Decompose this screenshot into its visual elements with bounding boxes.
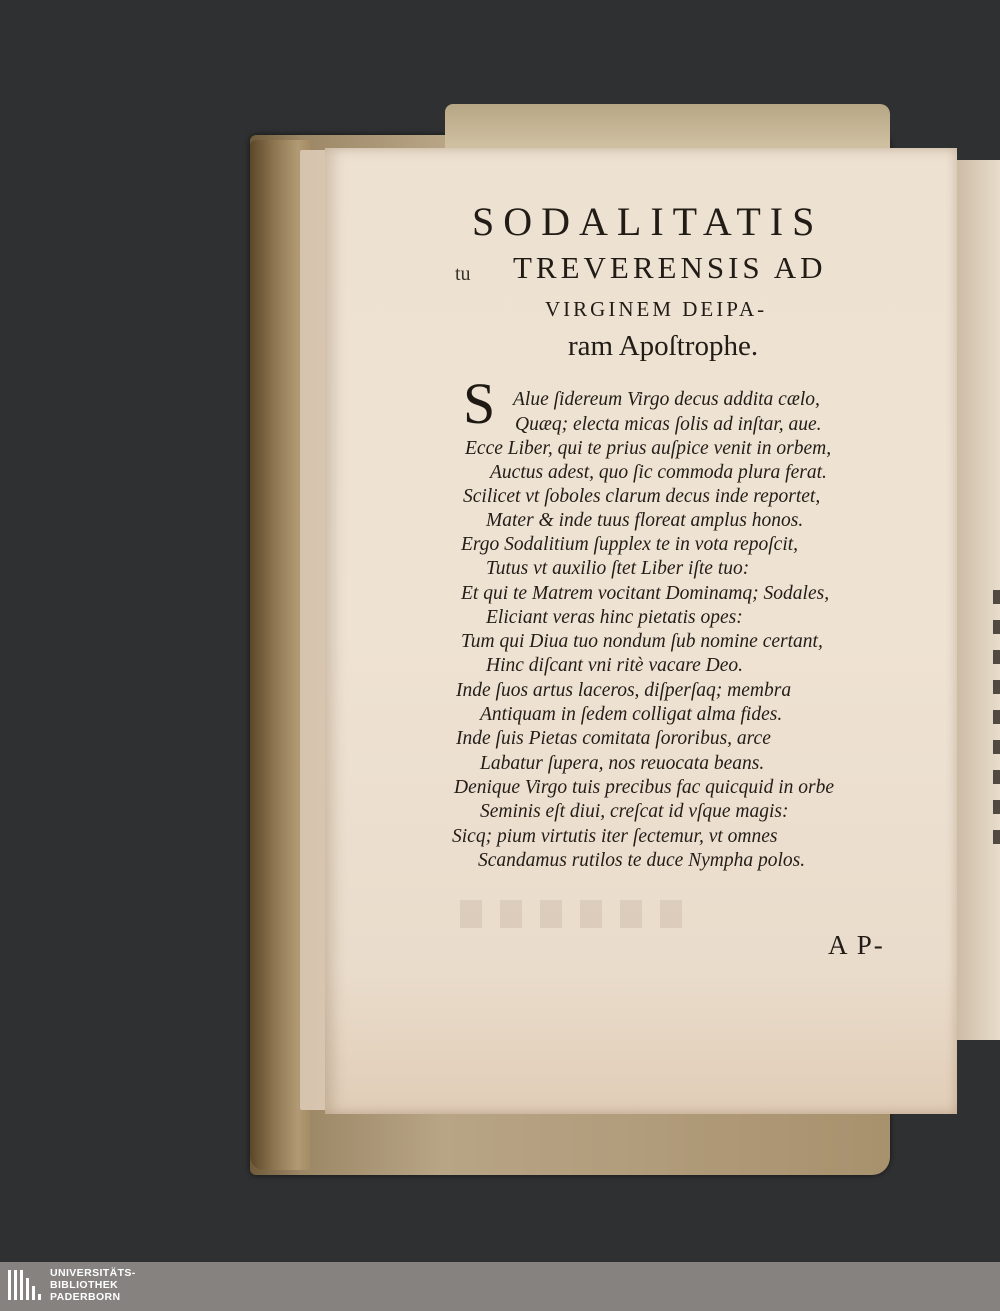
heading-line-3: VIRGINEM DEIPA- <box>545 297 768 321</box>
verse-line: Ergo Sodalitium ſupplex te in vota repoſcit, <box>461 534 799 555</box>
verse-line: Scilicet vt ſoboles clarum decus inde reportet, <box>463 486 821 507</box>
verse-line: Labatur ſupera, nos reuocata beans. <box>480 753 765 774</box>
library-name <box>50 1267 136 1303</box>
verse-line: Scandamus rutilos te duce Nympha polos. <box>478 850 806 871</box>
verse-line: Sicq; pium virtutis iter ſectemur, vt omnes <box>452 826 778 847</box>
verse-line: Antiquam in ſedem colligat alma fides. <box>480 704 783 725</box>
margin-note: tu <box>455 263 471 285</box>
verse-line: Auctus adest, quo ſic commoda plura ferat. <box>490 462 827 483</box>
verse-line: Quæq; electa micas ſolis ad inſtar, aue. <box>515 414 822 435</box>
verse-line: Et qui te Matrem vocitant Dominamq; Sodales, <box>461 583 830 604</box>
verse-line: Hinc diſcant vni ritè vacare Deo. <box>486 655 744 676</box>
verse-line: Inde ſuis Pietas comitata ſororibus, arce <box>456 728 771 749</box>
verse-line: Tum qui Diua tuo nondum ſub nomine certant, <box>461 631 823 652</box>
library-name-line-2: BIBLIOTHEK <box>50 1279 119 1291</box>
show-through-text <box>460 900 700 928</box>
verse-line: Tutus vt auxilio ſtet Liber iſte tuo: <box>486 558 750 579</box>
drop-cap: S <box>463 371 496 436</box>
verse-line: Seminis eſt diui, creſcat id vſque magis: <box>480 801 789 822</box>
verse-line: Inde ſuos artus laceros, diſperſaq; membra <box>456 680 792 701</box>
heading-line-2: TREVERENSIS AD <box>513 250 827 285</box>
verse-line: Ecce Liber, qui te prius auſpice venit in orbem, <box>465 438 832 459</box>
library-footer <box>0 1262 1000 1311</box>
catchword: A P- <box>828 930 885 960</box>
verse-line: Denique Virgo tuis precibus fac quicquid in orbe <box>454 777 835 798</box>
heading-line-4: ram Apoſtrophe. <box>568 330 759 362</box>
library-name-line-1: UNIVERSITÄTS- <box>50 1267 136 1279</box>
verse-line: Eliciant veras hinc pietatis opes: <box>486 607 743 628</box>
heading-line-1: SODALITATIS <box>472 199 824 244</box>
verse-line: Mater & inde tuus floreat amplus honos. <box>486 510 804 531</box>
library-logo-icon <box>6 1268 44 1306</box>
verse-line: Alue ſidereum Virgo decus addita cælo, <box>513 389 820 410</box>
library-name-line-3: PADERBORN <box>50 1291 121 1303</box>
facing-page-text-fragments <box>993 590 1000 850</box>
